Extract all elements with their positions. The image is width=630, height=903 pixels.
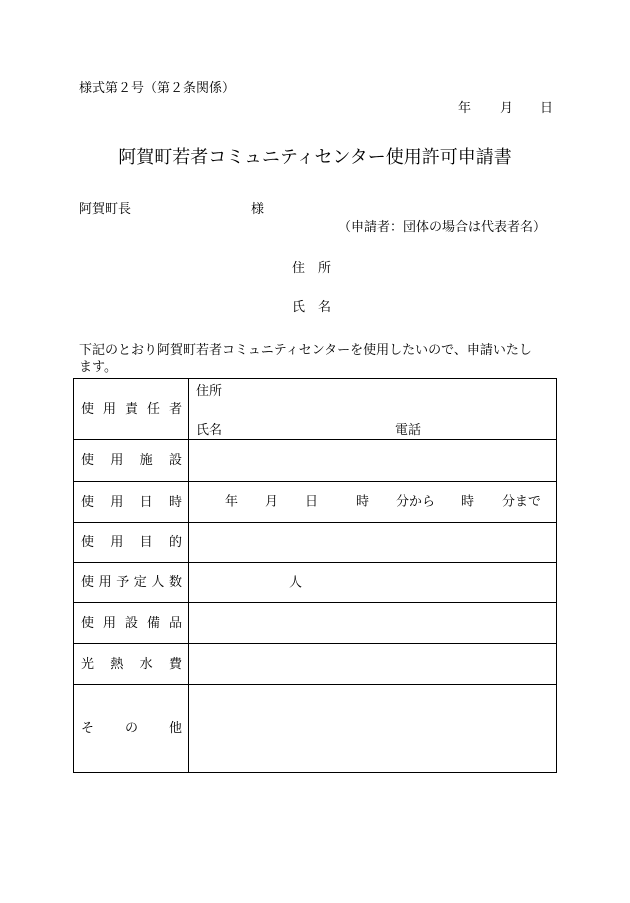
other-value-cell[interactable]	[189, 685, 557, 773]
label-char: 的	[168, 535, 182, 550]
attendees-value-cell[interactable]	[189, 563, 557, 603]
label-char: 予	[116, 575, 130, 590]
label-char: 水	[139, 656, 153, 672]
table-row-equipment	[74, 603, 557, 644]
label-char: 用	[110, 535, 124, 550]
row-label	[81, 658, 182, 671]
label-char: 時	[168, 494, 182, 510]
date-year-label: 年	[458, 101, 472, 116]
row-label	[81, 403, 182, 416]
label-char: 任	[146, 401, 160, 417]
datetime-minute-from-label: 分から	[396, 494, 436, 510]
datetime-value-cell[interactable]	[189, 482, 557, 523]
label-char: 用	[102, 401, 116, 417]
label-char: 品	[168, 615, 182, 631]
datetime-month-label: 月	[265, 494, 279, 510]
label-char: 使	[81, 615, 95, 631]
applicant-name-label-2: 名	[318, 300, 332, 315]
applicant-note: （申請者：団体の場合は代表者名）	[338, 220, 547, 235]
table-row-attendees	[74, 563, 557, 603]
label-char: 設	[168, 453, 182, 468]
application-form-table	[73, 378, 557, 773]
label-char: の	[124, 721, 138, 736]
label-char: 備	[146, 615, 160, 631]
label-char: 責	[124, 401, 138, 417]
applicant-address-label-1: 住	[292, 261, 306, 276]
sub-name-label: 氏名	[196, 423, 223, 438]
label-char: 者	[168, 401, 182, 417]
body-text-line1: 下記のとおり阿賀町若者コミュニティセンターを使用したいので、申請いたし	[79, 343, 532, 358]
label-cell	[74, 523, 189, 563]
label-cell	[74, 644, 189, 685]
label-char: 他	[168, 721, 182, 736]
equipment-value-cell[interactable]	[189, 603, 557, 644]
label-char: 費	[168, 656, 182, 672]
row-label	[81, 722, 182, 735]
table-row-facility	[74, 440, 557, 482]
label-char: 数	[168, 575, 182, 590]
addressee-name: 阿賀町長	[79, 202, 132, 217]
addressee-honorific: 様	[251, 202, 265, 217]
label-char: そ	[81, 721, 95, 736]
datetime-minute-to-label: 分まで	[502, 494, 542, 510]
label-cell	[74, 440, 189, 482]
row-label	[81, 536, 182, 549]
datetime-hour-from-label: 時	[356, 494, 370, 510]
document-title: 阿賀町若者コミュニティセンター使用許可申請書	[118, 147, 512, 168]
label-char: 定	[133, 575, 147, 590]
label-char: 用	[98, 575, 112, 590]
label-char: 熱	[110, 656, 124, 672]
label-char: 使	[81, 494, 95, 510]
datetime-hour-to-label: 時	[461, 494, 475, 510]
table-row-responsible-person	[74, 379, 557, 440]
label-char: 使	[81, 401, 95, 417]
label-char: 用	[102, 615, 116, 631]
applicant-address-label-2: 所	[318, 261, 332, 276]
label-char: 人	[151, 575, 165, 590]
datetime-day-label: 日	[305, 494, 319, 510]
label-cell	[74, 563, 189, 603]
table-row-datetime	[74, 482, 557, 523]
label-char: 用	[110, 453, 124, 468]
label-char: 使	[81, 535, 95, 550]
label-char: 使	[81, 453, 95, 468]
date-day-label: 日	[540, 101, 554, 116]
label-char: 日	[139, 494, 153, 510]
row-label	[81, 454, 182, 467]
row-label	[81, 576, 182, 589]
table-row-purpose	[74, 523, 557, 563]
label-char: 光	[81, 656, 95, 672]
label-cell	[74, 379, 189, 440]
sub-address-label: 住所	[196, 384, 223, 399]
label-cell	[74, 603, 189, 644]
label-cell	[74, 685, 189, 773]
table-row-other	[74, 685, 557, 773]
form-number: 様式第２号（第２条関係）	[79, 81, 236, 96]
label-char: 目	[139, 535, 153, 550]
applicant-name-label-1: 氏	[292, 300, 306, 315]
label-cell	[74, 482, 189, 523]
date-month-label: 月	[500, 101, 514, 116]
responsible-person-value-cell[interactable]	[189, 379, 557, 440]
label-char: 施	[139, 453, 153, 468]
datetime-year-label: 年	[225, 494, 239, 510]
label-char: 使	[81, 575, 95, 590]
row-label	[81, 496, 182, 509]
sub-phone-label: 電話	[395, 423, 422, 438]
label-char: 設	[124, 615, 138, 631]
purpose-value-cell[interactable]	[189, 523, 557, 563]
label-char: 用	[110, 494, 124, 510]
attendees-unit-label: 人	[289, 575, 303, 590]
facility-value-cell[interactable]	[189, 440, 557, 482]
table-row-utilities	[74, 644, 557, 685]
utilities-value-cell[interactable]	[189, 644, 557, 685]
body-text-line2: ます。	[79, 360, 117, 375]
row-label	[81, 617, 182, 630]
